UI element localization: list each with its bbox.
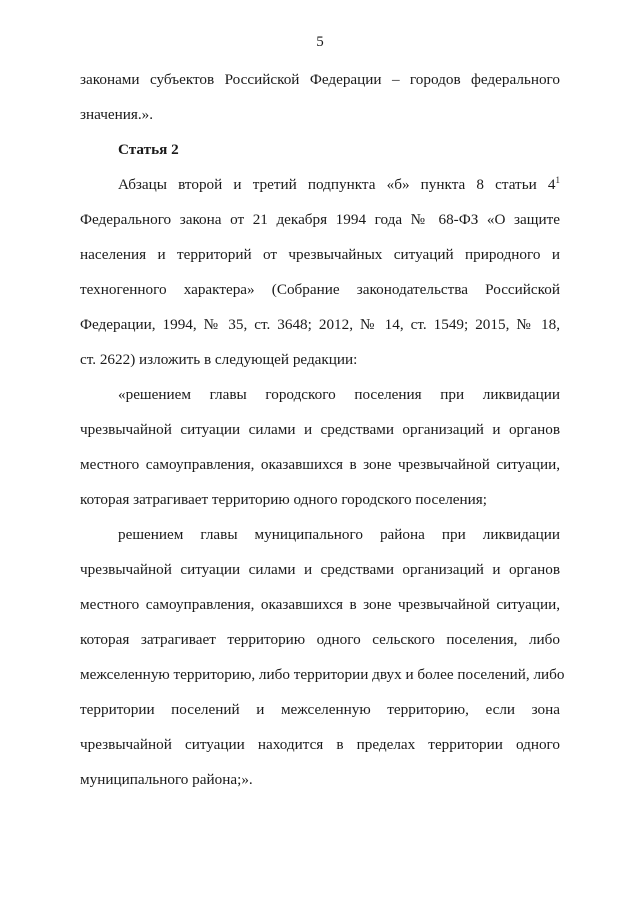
paragraph2-line-7: чрезвычайной ситуации находится в пределах территории одного: [80, 736, 560, 753]
article-heading: Статья 2: [118, 141, 179, 158]
paragraph2-line-8: муниципального района;».: [80, 771, 253, 788]
page-number: 5: [316, 34, 324, 50]
intro-line-2: Федерального закона от 21 декабря 1994 года № 68-ФЗ «О защите: [80, 211, 560, 228]
paragraph1-line-4: которая затрагивает территорию одного городского поселения;: [80, 491, 487, 508]
continuation-line-1: законами субъектов Российской Федерации – городов федерального: [80, 71, 560, 88]
intro-line-3: населения и территорий от чрезвычайных ситуаций природного и: [80, 246, 560, 263]
paragraph1-line-1: «решением главы городского поселения при ликвидации: [118, 386, 560, 403]
intro-line-5: Федерации, 1994, № 35, ст. 3648; 2012, № 14, ст. 1549; 2015, № 18,: [80, 316, 560, 333]
paragraph2-line-6: территории поселений и межселенную территорию, если зона: [80, 701, 560, 718]
paragraph2-line-2: чрезвычайной ситуации силами и средствами организаций и органов: [80, 561, 560, 578]
paragraph2-line-1: решением главы муниципального района при ликвидации: [118, 526, 560, 543]
intro-line-1-superscript: 1: [555, 174, 560, 185]
intro-line-1-text: Абзацы второй и третий подпункта «б» пункта 8 статьи 4: [118, 176, 556, 193]
intro-line-4: техногенного характера» (Собрание законодательства Российской: [80, 281, 560, 298]
paragraph2-line-3: местного самоуправления, оказавшихся в зоне чрезвычайной ситуации,: [80, 596, 560, 613]
paragraph2-line-4: которая затрагивает территорию одного сельского поселения, либо: [80, 631, 560, 648]
paragraph1-line-3: местного самоуправления, оказавшихся в зоне чрезвычайной ситуации,: [80, 456, 560, 473]
paragraph1-line-2: чрезвычайной ситуации силами и средствами организаций и органов: [80, 421, 560, 438]
continuation-line-2: значения.».: [80, 106, 154, 123]
paragraph2-line-5: межселенную территорию, либо территории двух и более поселений, либо: [80, 666, 565, 683]
intro-line-6: ст. 2622) изложить в следующей редакции:: [80, 351, 358, 368]
intro-line-1: [118, 175, 560, 195]
